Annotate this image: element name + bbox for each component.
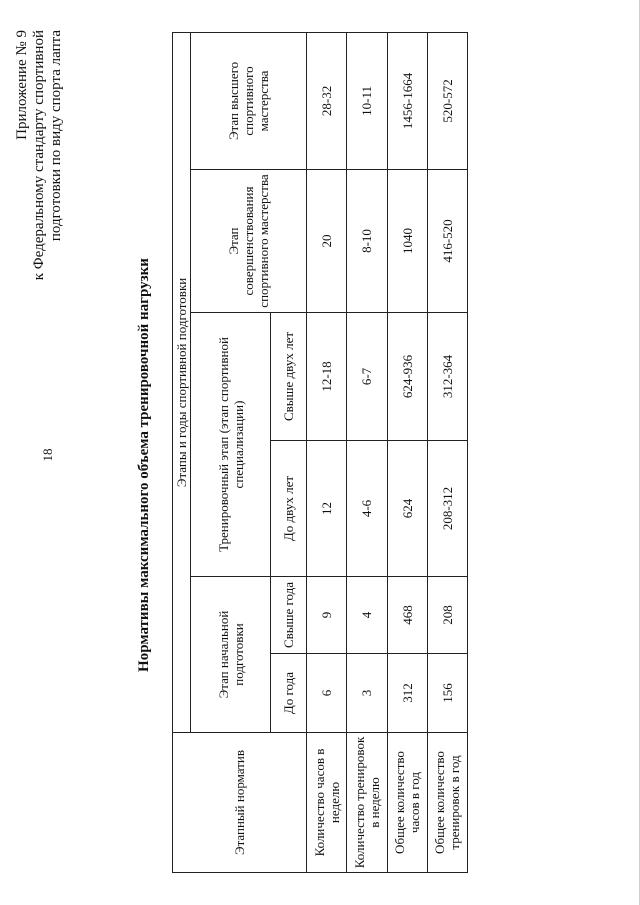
subheader-training-2: Свыше двух лет <box>271 313 307 441</box>
table-cell: 468 <box>387 577 427 654</box>
stage-header-improvement: Этап совершенствования спортивного мастерства <box>191 170 307 313</box>
table-cell: 520-572 <box>427 32 467 169</box>
table-cell: 6-7 <box>347 313 387 441</box>
page-number: 18 <box>40 448 55 462</box>
subheader-initial-2: Свыше года <box>271 577 307 654</box>
norms-table <box>172 32 468 873</box>
row-label: Общее количество тренировок в год <box>427 733 467 873</box>
row-label: Количество тренировок в неделю <box>347 733 387 873</box>
table-row <box>387 32 427 872</box>
table-cell: 1456-1664 <box>387 32 427 169</box>
table-cell: 208 <box>427 577 467 654</box>
table-cell: 312 <box>387 654 427 733</box>
appendix-line: Приложение № 9 <box>14 30 30 140</box>
table-cell: 208-312 <box>427 441 467 577</box>
table-cell: 416-520 <box>427 170 467 313</box>
stage-header-highest: Этап высшего спортивного мастерства <box>191 32 307 169</box>
table-header-row <box>173 32 191 872</box>
table-cell: 156 <box>427 654 467 733</box>
column-header-norm: Этапный норматив <box>173 733 307 873</box>
subheader-initial-1: До года <box>271 654 307 733</box>
stage-header-training: Тренировочный этап (этап спортивной специализации) <box>191 313 271 577</box>
subheader-training-1: До двух лет <box>271 441 307 577</box>
table-cell: 20 <box>307 170 347 313</box>
row-label: Общее количество часов в год <box>387 733 427 873</box>
column-header-stages: Этапы и годы спортивной подготовки <box>173 32 191 732</box>
table-cell: 624 <box>387 441 427 577</box>
table-row <box>347 32 387 872</box>
table-cell: 624-936 <box>387 313 427 441</box>
document-title: Нормативы максимального объема тренировочной нагрузки <box>136 258 152 672</box>
stage-header-initial: Этап начальной подготовки <box>191 577 271 733</box>
table-cell: 12 <box>307 441 347 577</box>
table-cell: 10-11 <box>347 32 387 169</box>
table-cell: 4-6 <box>347 441 387 577</box>
table-cell: 312-364 <box>427 313 467 441</box>
table-cell: 1040 <box>387 170 427 313</box>
table-cell: 4 <box>347 577 387 654</box>
table-cell: 8-10 <box>347 170 387 313</box>
appendix-line: подготовки по виду спорта лапта <box>48 30 64 242</box>
appendix-note <box>14 30 65 305</box>
table-cell: 28-32 <box>307 32 347 169</box>
table-row <box>427 32 467 872</box>
table-cell: 9 <box>307 577 347 654</box>
appendix-line: к Федеральному стандарту спортивной <box>31 30 47 281</box>
table-cell: 6 <box>307 654 347 733</box>
table-cell: 3 <box>347 654 387 733</box>
table-cell: 12-18 <box>307 313 347 441</box>
row-label: Количество часов в неделю <box>307 733 347 873</box>
table-row <box>307 32 347 872</box>
